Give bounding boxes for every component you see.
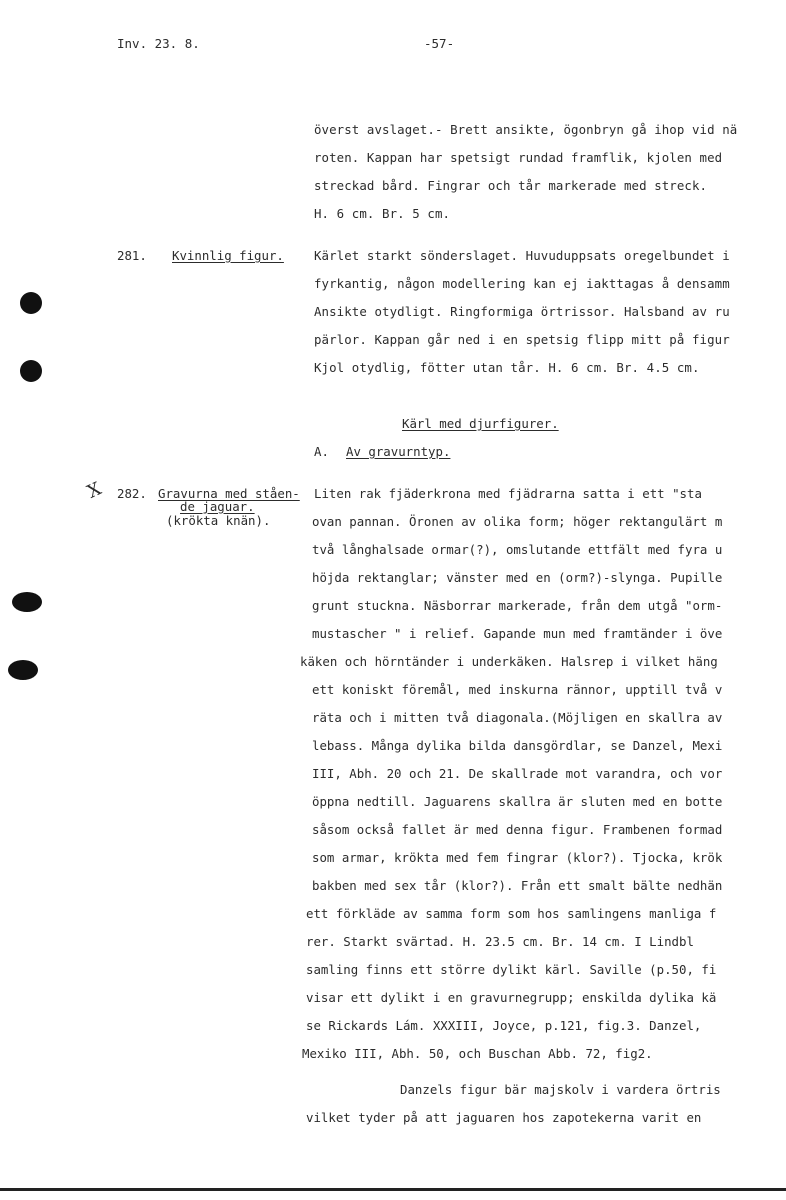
- entry-title: Gravurna med ståen-: [158, 486, 300, 501]
- text-line: ovan pannan. Öronen av olika form; höger rektangulärt m: [312, 514, 723, 529]
- text-line: mustascher " i relief. Gapande mun med framtänder i öve: [312, 626, 723, 641]
- punch-hole-3: [12, 592, 42, 612]
- section-subheading-prefix: A.: [314, 444, 329, 459]
- text-line: bakben med sex tår (klor?). Från ett smalt bälte nedhän: [312, 878, 723, 893]
- entry-title-continued: de jaguar.: [180, 499, 255, 514]
- text-line: Kjol otydlig, fötter utan tår. H. 6 cm. Br. 4.5 cm.: [314, 360, 700, 375]
- text-line: grunt stuckna. Näsborrar markerade, från dem utgå "orm-: [312, 598, 723, 613]
- punch-hole-1: [20, 292, 42, 314]
- text-line: som armar, krökta med fem fingrar (klor?). Tjocka, krök: [312, 850, 723, 865]
- text-line: se Rickards Lám. XXXIII, Joyce, p.121, fig.3. Danzel,: [306, 1018, 702, 1033]
- text-line: överst avslaget.- Brett ansikte, ögonbryn gå ihop vid nä: [314, 122, 738, 137]
- text-line: Danzels figur bär majskolv i vardera örtris: [400, 1082, 721, 1097]
- punch-hole-4: [8, 660, 38, 680]
- text-line: lebass. Många dylika bilda dansgördlar, se Danzel, Mexi: [312, 738, 723, 753]
- text-line: roten. Kappan har spetsigt rundad framflik, kjolen med: [314, 150, 723, 165]
- entry-number: 281.: [117, 248, 147, 263]
- text-line: såsom också fallet är med denna figur. Frambenen formad: [312, 822, 723, 837]
- margin-mark: X: [84, 478, 105, 503]
- text-line: öppna nedtill. Jaguarens skallra är sluten med en botte: [312, 794, 723, 809]
- text-line: ett förkläde av samma form som hos samlingens manliga f: [306, 906, 717, 921]
- section-subheading: Av gravurntyp.: [346, 444, 451, 459]
- text-line: samling finns ett större dylikt kärl. Saville (p.50, fi: [306, 962, 717, 977]
- text-line: höjda rektanglar; vänster med en (orm?)-slynga. Pupille: [312, 570, 723, 585]
- bottom-edge-rule: [0, 1188, 786, 1191]
- text-line: fyrkantig, någon modellering kan ej iakttagas å densamm: [314, 276, 730, 291]
- section-heading: Kärl med djurfigurer.: [402, 416, 559, 431]
- text-line: Mexiko III, Abh. 50, och Buschan Abb. 72, fig2.: [302, 1046, 653, 1061]
- text-line: käken och hörntänder i underkäken. Halsrep i vilket häng: [300, 654, 718, 669]
- text-line: räta och i mitten två diagonala.(Möjligen en skallra av: [312, 710, 723, 725]
- entry-subtitle: (krökta knän).: [166, 513, 271, 528]
- entry-number: 282.: [117, 486, 147, 501]
- text-line: III, Abh. 20 och 21. De skallrade mot varandra, och vor: [312, 766, 723, 781]
- text-line: rer. Starkt svärtad. H. 23.5 cm. Br. 14 cm. I Lindbl: [306, 934, 694, 949]
- inventory-number: Inv. 23. 8.: [117, 36, 200, 51]
- text-line: ett koniskt föremål, med inskurna rännor, upptill två v: [312, 682, 723, 697]
- text-line: streckad bård. Fingrar och tår markerade med streck.: [314, 178, 708, 193]
- text-line: Ansikte otydligt. Ringformiga örtrissor. Halsband av ru: [314, 304, 730, 319]
- text-line: pärlor. Kappan går ned i en spetsig flipp mitt på figur: [314, 332, 730, 347]
- text-line: vilket tyder på att jaguaren hos zapotekerna varit en: [306, 1110, 702, 1125]
- text-line: H. 6 cm. Br. 5 cm.: [314, 206, 451, 221]
- page-number: -57-: [424, 36, 455, 51]
- punch-hole-2: [20, 360, 42, 382]
- text-line: Kärlet starkt sönderslaget. Huvuduppsats oregelbundet i: [314, 248, 730, 263]
- text-line: två långhalsade ormar(?), omslutande ettfält med fyra u: [312, 542, 723, 557]
- entry-title: Kvinnlig figur.: [172, 248, 284, 263]
- text-line: visar ett dylikt i en gravurnegrupp; enskilda dylika kä: [306, 990, 717, 1005]
- text-line: Liten rak fjäderkrona med fjädrarna satta i ett "sta: [314, 486, 702, 501]
